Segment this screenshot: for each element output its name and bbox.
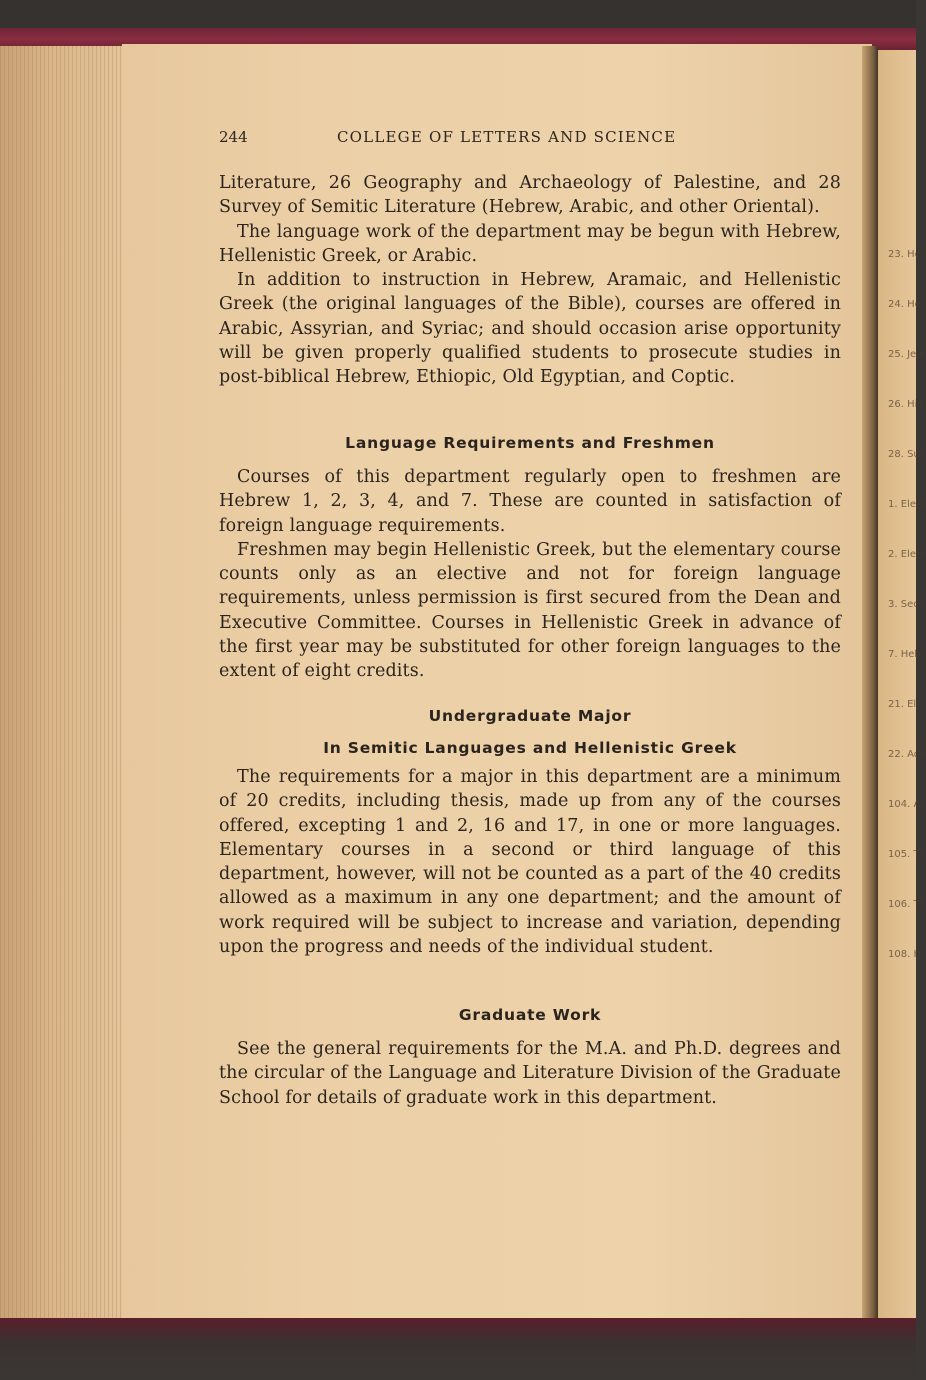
page-stack-edges [0,46,128,1326]
paragraph: See the general requirements for the M.A. and Ph.D. degrees and the circular of the Language and Literature Division of the Graduate School for details of graduate work in this department. [219,1039,841,1108]
margin-fragment: 2. Elem [888,549,926,560]
paragraph: The requirements for a major in this department are a minimum of 20 credits, including thesis, made up from any of the courses offered, excepting 1 and 2, 16 and 17, in one or more languages. Elementary courses in a second or third language of this department, however, will not be counted as a part of the 40 credits allowed as a maximum in any one department; and the amount of work required will be subject to increase and variation, depending upon the progress and needs of the individual student. [219,767,841,958]
paragraph: Literature, 26 Geography and Archaeology of Palestine, and 28 Survey of Semitic Literature (Hebrew, Arabic, and other Oriental). [219,173,841,218]
margin-fragment: 7. Hebr [888,649,925,660]
graduate-text [219,1037,841,1110]
major-text [219,765,841,959]
paragraph: Freshmen may begin Hellenistic Greek, but the elementary course counts only as an elective and not for foreign language requirements, unless permission is first secured from the Dean and Executive Committee. Courses in Hellenistic Greek in advance of the first year may be substituted for other foreign languages to the extent of eight credits. [219,539,841,682]
margin-fragment: 22. Adv [888,749,926,760]
paragraph: In addition to instruction in Hebrew, Aramaic, and Hellenistic Greek (the original languages of the Bible), courses are offered in Arabic, Assyrian, and Syriac; and should occasion arise opportunity will be given properly qualified students to prosecute studies in post-biblical Hebrew, Ethiopic, Old Egyptian, and Coptic. [219,270,841,388]
margin-fragment: 108. H [888,949,921,960]
margin-fragment: 3. Seco [888,599,925,610]
margin-fragment: 1. Elem [888,499,926,510]
margin-fragment: 26. His [888,399,923,410]
page-number: 244 [219,128,248,146]
next-page-edge [878,50,926,1322]
book-gutter [862,46,878,1322]
margin-fragment: 23. He [888,249,921,260]
section-heading: Graduate Work [458,1006,602,1024]
margin-fragment: 21. Ele [888,699,923,710]
page-header [219,127,839,147]
intro-text [219,171,841,390]
margin-fragment: 24. He [888,299,921,310]
paragraph: The language work of the department may be begun with Hebrew, Hellenistic Greek, or Arabic. [219,221,841,266]
margin-fragment: 105. Th [888,849,926,860]
freshmen-text [219,465,841,684]
paragraph: Courses of this department regularly open to freshmen are Hebrew 1, 2, 3, 4, and 7. These are counted in satisfaction of foreign language requirements. [219,467,841,536]
section-heading: Undergraduate Major [428,707,632,725]
margin-fragment: 106. Tl [888,899,923,910]
running-title: COLLEGE OF LETTERS AND SCIENCE [337,128,677,146]
margin-fragment: 104. Ac [888,799,926,810]
margin-fragment: 25. Jew [888,349,925,360]
margin-fragment: 28. Sur [888,449,924,460]
background-top [0,0,916,30]
section-subheading: In Semitic Languages and Hellenistic Greek [323,739,737,757]
section-heading: Language Requirements and Freshmen [345,434,715,452]
book-cover-bottom [0,1318,916,1380]
